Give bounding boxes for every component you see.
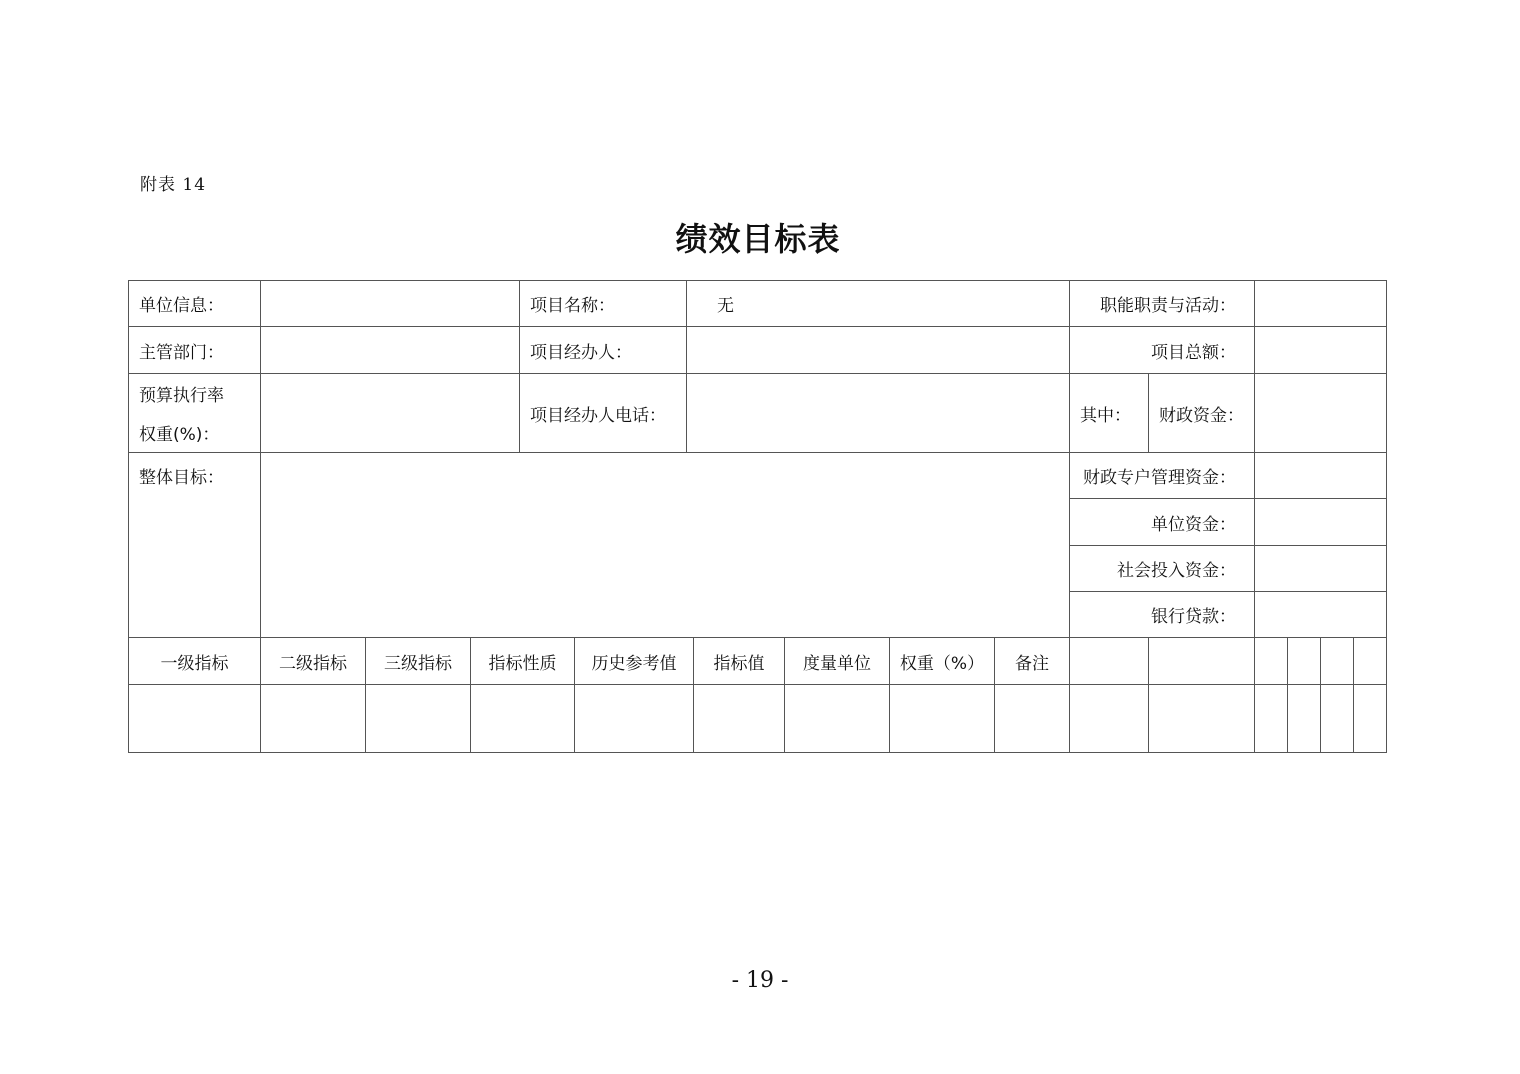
budget-rate-label-line2: 权重(%)： [139,425,220,445]
column-header-level1: 一级指标 [128,637,261,685]
column-header-level2: 二级指标 [260,637,366,685]
table-cell[interactable] [128,684,261,753]
total-label: 项目总额： [1069,326,1255,374]
special-account-funds-field[interactable] [1254,452,1387,499]
column-header-history: 历史参考值 [574,637,694,685]
project-name-label: 项目名称： [519,280,687,327]
column-header-blank [1148,637,1255,685]
table-cell[interactable] [994,684,1070,753]
among-label: 其中： [1069,373,1149,453]
table-cell[interactable] [1320,684,1354,753]
column-header-blank [1254,637,1288,685]
budget-rate-label-line1: 预算执行率 [139,386,224,406]
table-cell[interactable] [1287,684,1321,753]
table-cell[interactable] [574,684,694,753]
attachment-label: 附表 14 [140,175,207,195]
unit-funds-field[interactable] [1254,498,1387,546]
column-header-unit: 度量单位 [784,637,890,685]
dept-label: 主管部门： [128,326,261,374]
column-header-blank [1287,637,1321,685]
column-header-blank [1069,637,1149,685]
fiscal-funds-field[interactable] [1254,373,1387,453]
unit-funds-label: 单位资金： [1069,498,1255,546]
project-name-field[interactable]: 无 [686,280,1070,327]
table-cell[interactable] [693,684,785,753]
total-field[interactable] [1254,326,1387,374]
column-header-nature: 指标性质 [470,637,575,685]
column-header-remarks: 备注 [994,637,1070,685]
overall-goal-label: 整体目标： [128,452,261,638]
table-cell[interactable] [1148,684,1255,753]
page-number: - 19 - [731,968,789,993]
handler-phone-label: 项目经办人电话： [519,373,687,453]
unit-info-field[interactable] [260,280,520,327]
handler-label: 项目经办人： [519,326,687,374]
table-cell[interactable] [1069,684,1149,753]
budget-rate-label [128,373,261,453]
table-cell[interactable] [365,684,471,753]
social-funds-label: 社会投入资金： [1069,545,1255,592]
column-header-level3: 三级指标 [365,637,471,685]
social-funds-field[interactable] [1254,545,1387,592]
table-cell[interactable] [784,684,890,753]
budget-rate-field[interactable] [260,373,520,453]
column-header-blank [1320,637,1354,685]
handler-phone-field[interactable] [686,373,1070,453]
column-header-weight: 权重（%） [889,637,995,685]
dept-field[interactable] [260,326,520,374]
duties-field[interactable] [1254,280,1387,327]
unit-info-label: 单位信息： [128,280,261,327]
page-title: 绩效目标表 [675,220,841,258]
table-cell[interactable] [1353,684,1387,753]
column-header-blank [1353,637,1387,685]
column-header-value: 指标值 [693,637,785,685]
special-account-funds-label: 财政专户管理资金： [1069,452,1255,499]
fiscal-funds-label: 财政资金： [1148,373,1255,453]
table-cell[interactable] [1254,684,1288,753]
bank-loan-label: 银行贷款： [1069,591,1255,638]
table-cell[interactable] [470,684,575,753]
bank-loan-field[interactable] [1254,591,1387,638]
table-cell[interactable] [889,684,995,753]
handler-field[interactable] [686,326,1070,374]
overall-goal-field[interactable] [260,452,1070,638]
table-cell[interactable] [260,684,366,753]
duties-label: 职能职责与活动： [1069,280,1255,327]
